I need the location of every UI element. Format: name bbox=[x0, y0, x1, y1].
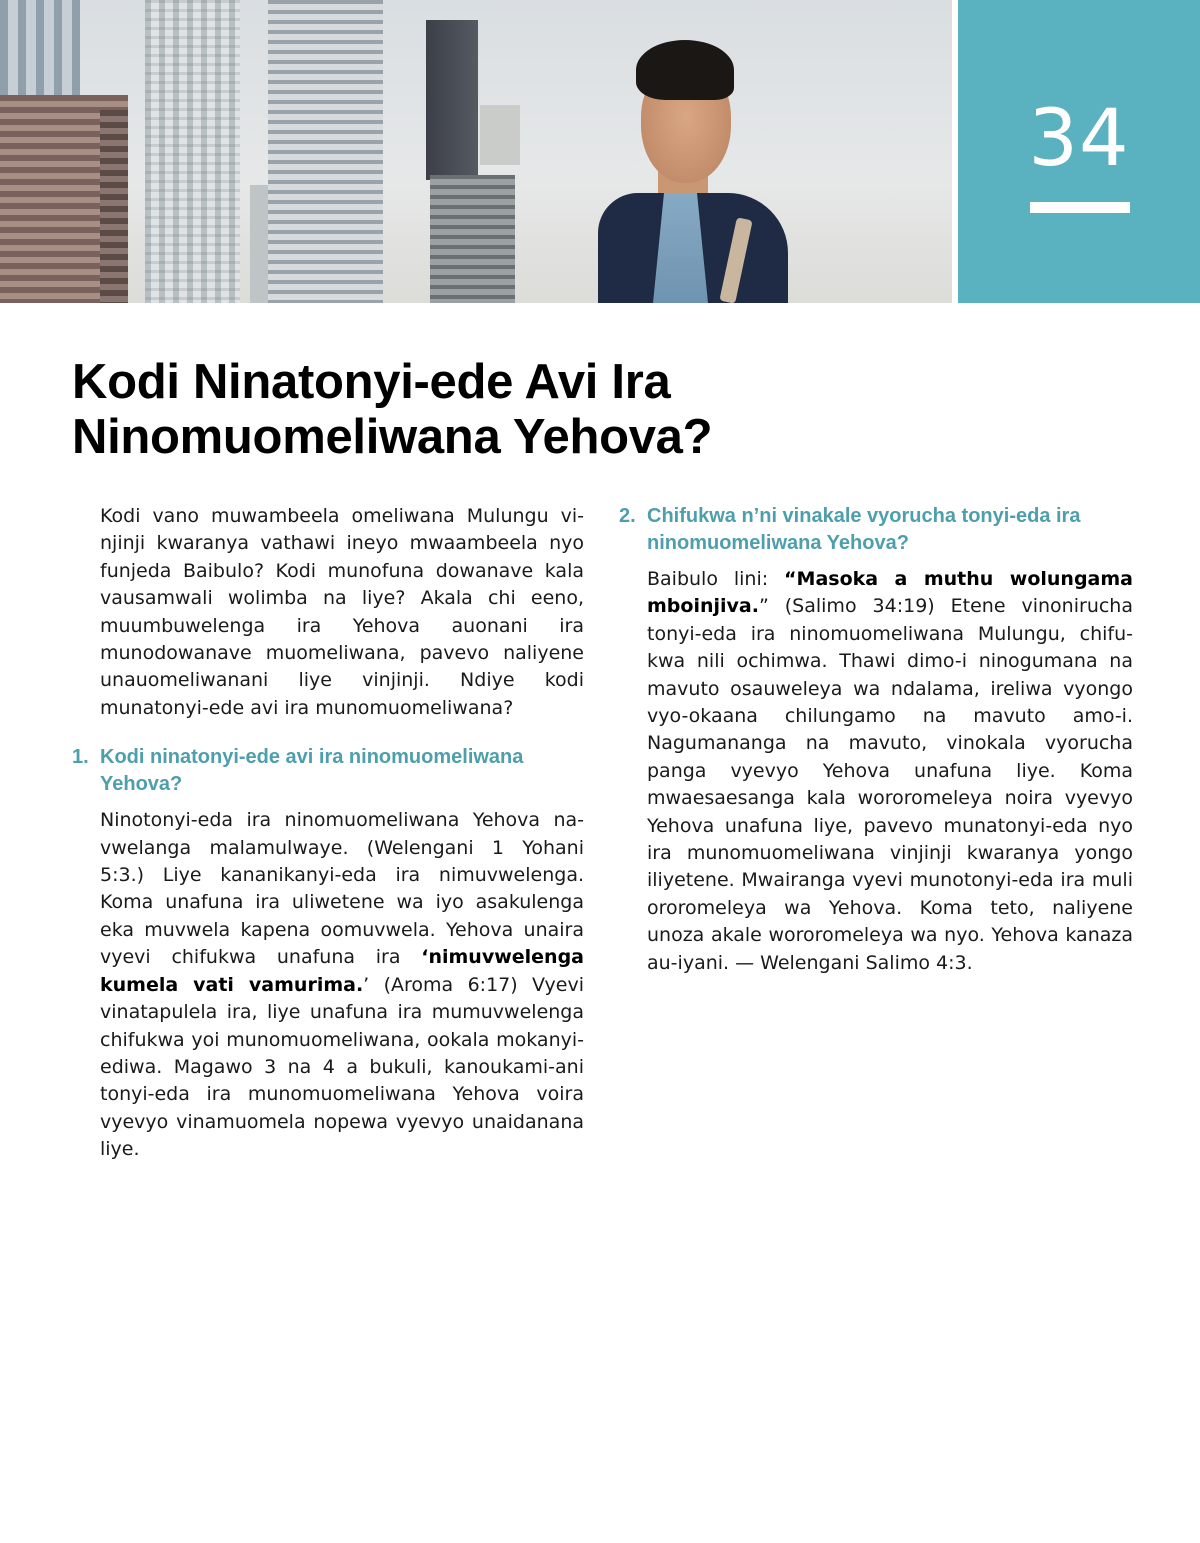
question-text: Chifukwa n’ni vinakale vyorucha tonyi-eda ira ninomuomeliwana Yehova? bbox=[647, 505, 1081, 554]
title-line-1: Kodi Ninatonyi-ede Avi Ira bbox=[72, 355, 671, 409]
question-number: 1. bbox=[72, 746, 89, 769]
left-column bbox=[72, 503, 584, 1164]
person-hair bbox=[636, 40, 734, 100]
lesson-number: 34 bbox=[1028, 94, 1130, 184]
building bbox=[480, 105, 520, 165]
building bbox=[268, 0, 383, 303]
lesson-number-underline bbox=[1030, 202, 1130, 213]
intro-paragraph: Kodi vano muwambeela omeliwana Mulungu vinjinji kwaranya vathawi ineyo mwaambeela nyo funjeda Baibulo? Kodi munofuna dowanave kala vausamwali wolimba na liye? Akala chi eeno, muumbuwelenga ira Yehova auonani ira munodowanave muomeliwana, pavevo naliyene unauomeliwanani liye vinjinji. Ndiye kodi munatonyi-ede avi ira munomuomeliwana? bbox=[100, 505, 584, 719]
lesson-number-badge bbox=[958, 0, 1200, 303]
question-heading-1 bbox=[72, 744, 584, 798]
answer-paragraph-1 bbox=[100, 807, 584, 1163]
scripture-quote: “Masoka a muthu wolungama mboinjiva. bbox=[647, 568, 1133, 618]
question-number: 2. bbox=[619, 505, 636, 527]
question-text: Kodi ninatonyi-ede avi ira ninomuomeliwana Yehova? bbox=[100, 746, 524, 796]
answer-text: Ninotonyi-eda ira ninomuomeliwana Yehova navwelanga malamulwaye. (Welengani 1 Yohani 5:3.) Liye kananikanyi-eda ira nimuvwelenga. Koma unafuna ira uliwetene wa iyo asakulenga eka muvwela kapena oomuvwela. Yehova unaira vyevi chifukwa unafuna ira bbox=[100, 809, 584, 969]
scripture-quote: ‘nimuvwelenga kumela vati vamurima. bbox=[100, 946, 584, 996]
building bbox=[0, 0, 80, 100]
building bbox=[426, 20, 478, 180]
building bbox=[145, 0, 240, 303]
right-column bbox=[619, 503, 1133, 977]
question-heading-2 bbox=[619, 503, 1133, 557]
person-figure bbox=[598, 18, 788, 303]
answer-text: ’ (Aroma 6:17) Vyevi vinatapulela ira, liye unafuna ira mumuvwelenga chifukwa yoi munomuomeliwana, ookala mokanyi-ediwa. Magawo 3 na 4 a bukuli, kanoukami-ani tonyi-eda ira munomuomeliwana Yehova voira vyevyo vinamuomela nopewa vyevyo unaidanana liye. bbox=[100, 973, 584, 1161]
answer-text: Baibulo lini: bbox=[647, 568, 785, 590]
hero-photo bbox=[0, 0, 952, 303]
answer-text: ” (Salimo 34:19) Etene vinonirucha tonyi-eda ira ninomuomeliwana Mulungu, chifukwa nili ochimwa. Thawi dimo-i ninogumana na mavuto osauweleya wa ndalama, ireliwa vyongo vyo-okaana chilungamo na mavuto amo-i. Nagumananga na mavuto, vinokala vyorucha panga vyevyo Yehova unafuna liye. Koma mwaesaesanga kala wororomeleya noira vyevyo Yehova unafuna liye, pavevo munatonyi-eda nyo ira munomuomeliwana vinjinji kwaranya yongo iliyetene. Mwairanga vyevi munotonyi-eda ira muli ororomeleya wa Yehova. Koma teto, naliyene unoza akale wororomeleya wa nyo. Yehova kanaza au-iyani. — Welengani Salimo 4:3. bbox=[647, 595, 1133, 974]
answer-paragraph-2 bbox=[647, 566, 1133, 977]
title-line-2: Ninomuomeliwana Yehova? bbox=[72, 410, 713, 464]
building bbox=[430, 175, 515, 303]
building bbox=[100, 110, 128, 303]
page-title bbox=[72, 355, 832, 465]
